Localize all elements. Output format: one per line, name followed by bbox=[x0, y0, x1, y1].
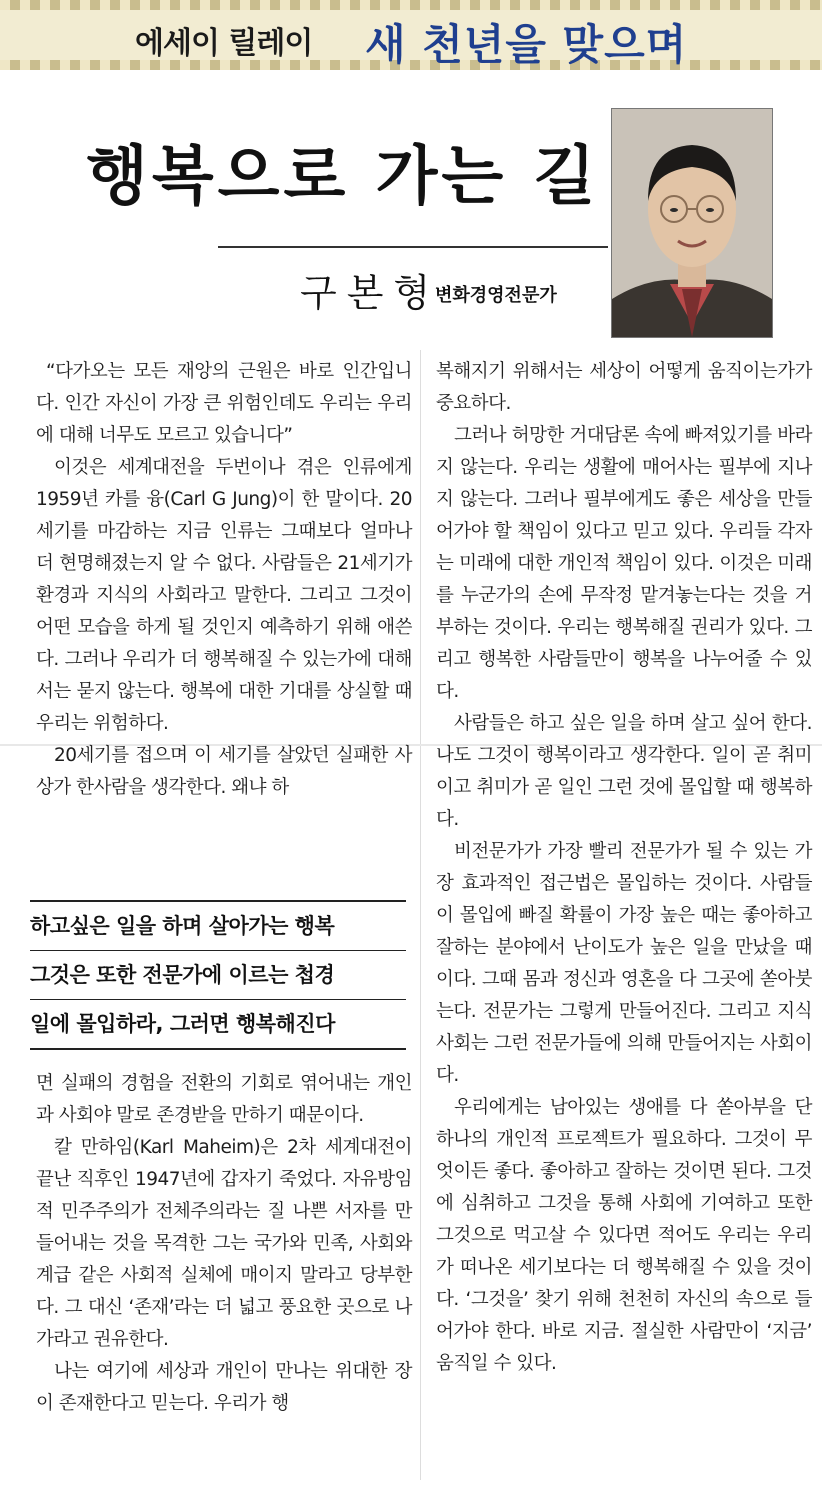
paragraph: 우리에게는 남아있는 생애를 다 쏟아부을 단 하나의 개인적 프로젝트가 필요하다. 그것이 무엇이든 좋다. 좋아하고 잘하는 것이면 된다. 그것에 심취하고 그것을 통해 사회에 기여하고 또한 그것으로 먹고살 수 있다면 적어도 우리는 우리가 떠나온 세기보다는 더 행복해질 수 있을 것이다. ‘그것을’ 찾기 위해 천천히 자신의 속으로 들어가야 한다. 바로 지금. 절실한 사람만이 ‘지금’ 움직일 수 있다. bbox=[436, 1097, 812, 1374]
pull-quote-line: 일에 몰입하라, 그러면 행복해진다 bbox=[30, 1012, 335, 1036]
pull-quote bbox=[30, 900, 406, 1050]
paragraph: 비전문가가 가장 빨리 전문가가 될 수 있는 가장 효과적인 접근법은 몰입하는 것이다. 사람들이 몰입에 빠질 확률이 가장 높은 때는 좋아하고 잘하는 분야에서 난이도가 높은 일을 만났을 때이다. 그때 몸과 정신과 영혼을 다 그곳에 쏟아붓는다. 전문가는 그렇게 만들어진다. 그리고 지식사회는 그런 전문가들에 의해 만들어지는 사회이다. bbox=[436, 841, 812, 1086]
paragraph: 면 실패의 경험을 전환의 기회로 엮어내는 개인과 사회야 말로 존경받을 만하기 때문이다. bbox=[36, 1073, 412, 1126]
body-column-left-continued bbox=[36, 1068, 412, 1420]
author-photo bbox=[611, 108, 773, 338]
paragraph: 나는 여기에 세상과 개인이 만나는 위대한 장이 존재한다고 믿는다. 우리가 행 bbox=[36, 1361, 412, 1414]
author-name: 구본형 bbox=[300, 271, 441, 315]
pull-quote-line: 하고싶은 일을 하며 살아가는 행복 bbox=[30, 902, 406, 951]
byline-rule bbox=[218, 246, 608, 248]
body-column-left bbox=[36, 356, 412, 804]
film-strip-banner bbox=[0, 0, 822, 70]
author-portrait-image bbox=[612, 109, 772, 337]
series-label: 에세이 릴레이 bbox=[135, 26, 313, 61]
paragraph: 복해지기 위해서는 세상이 어떻게 움직이는가가 중요하다. bbox=[436, 361, 812, 414]
paragraph: “다가오는 모든 재앙의 근원은 바로 인간입니다. 인간 자신이 가장 큰 위험인데도 우리는 우리에 대해 너무도 모르고 있습니다” bbox=[36, 361, 412, 446]
paragraph: 20세기를 접으며 이 세기를 살았던 실패한 사상가 한사람을 생각한다. 왜냐 하 bbox=[36, 745, 412, 798]
pull-quote-line: 그것은 또한 전문가에 이르는 첩경 bbox=[30, 951, 406, 1000]
series-title: 새 천년을 맞으며 bbox=[365, 20, 688, 69]
paragraph: 그러나 허망한 거대담론 속에 빠져있기를 바라지 않는다. 우리는 생활에 매어사는 필부에 지나지 않는다. 그러나 필부에게도 좋은 세상을 만들어가야 할 책임이 있다고 믿고 있다. 우리들 각자는 미래에 대한 개인적 책임이 있다. 이것은 미래를 누군가의 손에 무작정 맡겨놓는다는 것을 거부하는 것이다. 우리는 행복해질 권리가 있다. 그리고 행복한 사람들만이 행복을 나누어줄 수 있다. bbox=[436, 425, 812, 702]
paragraph: 사람들은 하고 싶은 일을 하며 살고 싶어 한다. 나도 그것이 행복이라고 생각한다. 일이 곧 취미이고 취미가 곧 일인 그런 것에 몰입할 때 행복하다. bbox=[436, 713, 812, 830]
body-column-right bbox=[436, 356, 812, 1380]
author-role: 변화경영전문가 bbox=[435, 285, 557, 306]
paragraph: 이것은 세계대전을 두번이나 겪은 인류에게 1959년 카를 융(Carl G Jung)이 한 말이다. 20세기를 마감하는 지금 인류는 그때보다 얼마나 더 현명해졌는지 알 수 없다. 사람들은 21세기가 환경과 지식의 사회라고 말한다. 그리고 그것이 어떤 모습을 하게 될 것인지 예측하기 위해 애쓴다. 그러나 우리가 더 행복해질 수 있는가에 대해서는 묻지 않는다. 행복에 대한 기대를 상실할 때 우리는 위험하다. bbox=[36, 457, 412, 734]
paragraph: 칼 만하임(Karl Maheim)은 2차 세계대전이 끝난 직후인 1947년에 갑자기 죽었다. 자유방임적 민주주의가 전체주의라는 질 나쁜 서자를 만들어내는 것을 목격한 그는 국가와 민족, 사회와 계급 같은 사회적 실체에 매이지 말라고 당부한다. 그 대신 ‘존재’라는 더 넓고 풍요한 곳으로 나가라고 권유한다. bbox=[36, 1137, 412, 1350]
article-headline: 행복으로 가는 길 bbox=[86, 140, 600, 214]
column-divider bbox=[420, 350, 421, 1480]
